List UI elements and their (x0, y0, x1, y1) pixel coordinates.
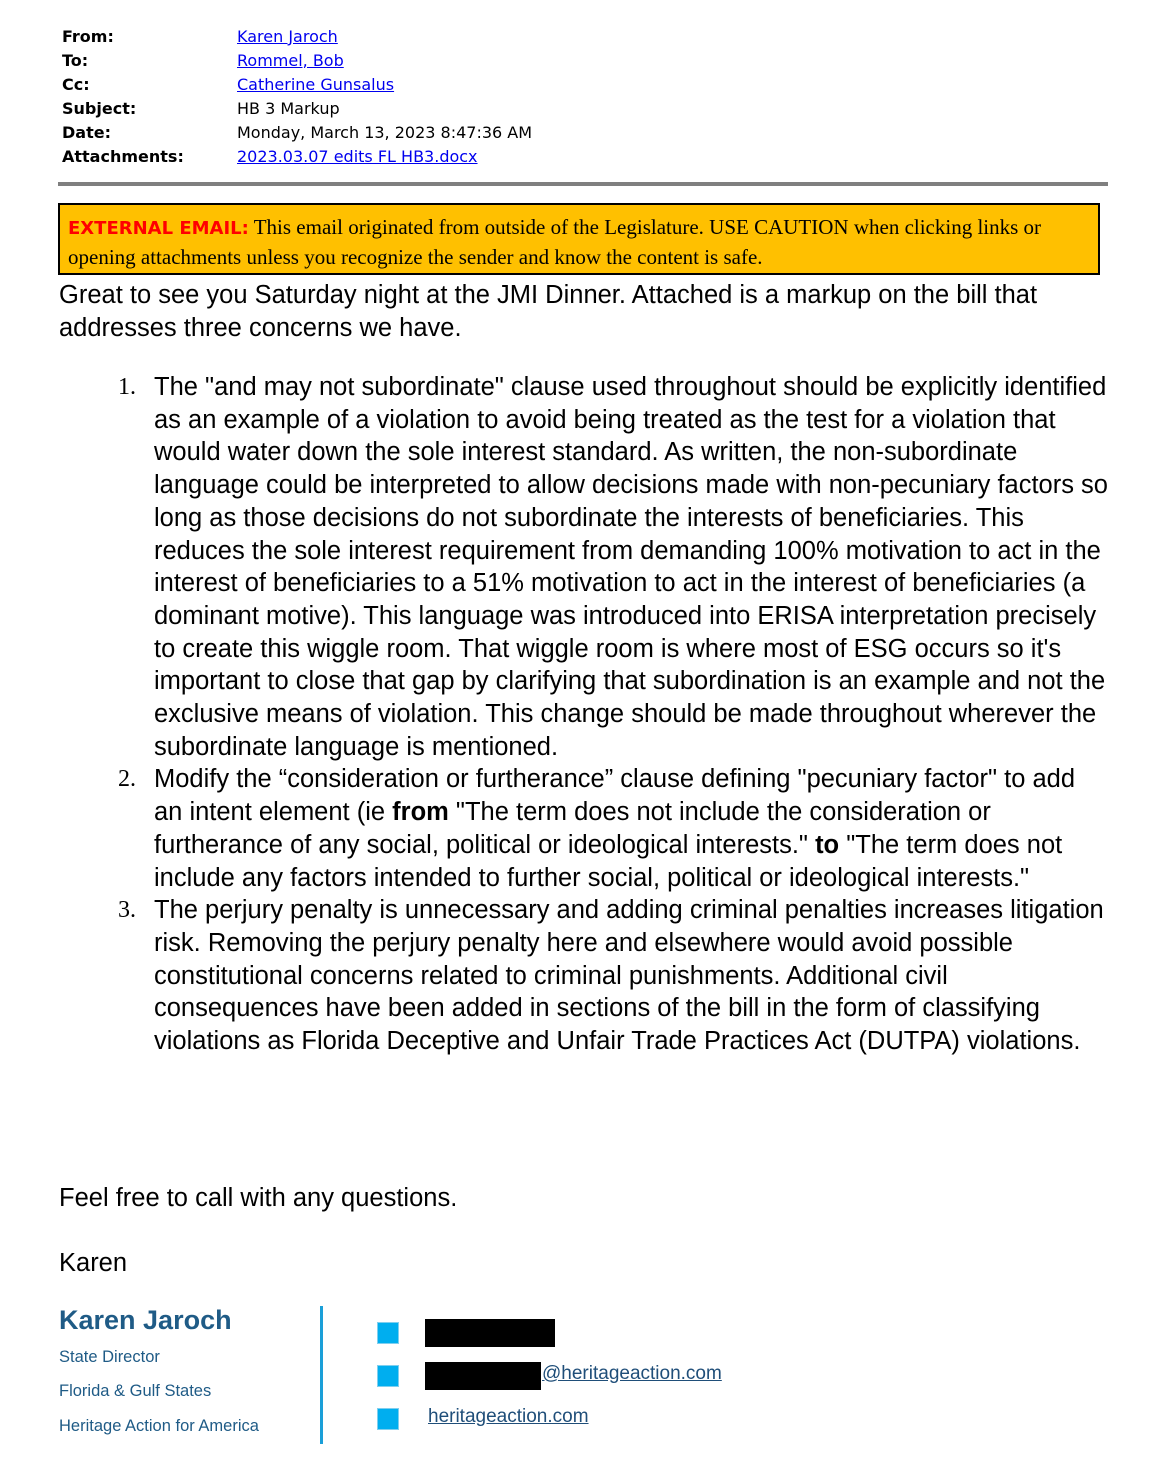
list-item-text-part1: Modify the “consideration or furtherance” clause defining "pecuniary factor" to add an intent element (ie (154, 765, 1076, 827)
list-number: 1. (118, 374, 136, 400)
external-email-text: This email originated from outside of the Legislature. USE CAUTION when clicking links or opening attachments unless you recognize the sender and know the content is safe. (68, 215, 1042, 269)
website-link[interactable]: heritageaction.com (428, 1406, 589, 1427)
intro-paragraph: Great to see you Saturday night at the JMI Dinner. Attached is a markup on the bill that addresses three concerns we have. (59, 281, 1038, 342)
signoff-name: Karen (59, 1249, 128, 1277)
from-row (62, 24, 532, 48)
external-email-banner (58, 203, 1100, 275)
list-item (110, 371, 1110, 763)
email-header (62, 24, 532, 168)
list-item (110, 894, 1110, 1058)
date-row (62, 120, 532, 144)
list-item-text-part3: "The term does not include any factors intended to further social, political or ideological interests." (154, 830, 1063, 892)
to-row (62, 48, 532, 72)
subject-row (62, 96, 532, 120)
list-number: 2. (118, 766, 136, 793)
website-icon (377, 1408, 399, 1430)
signature-title: State Director (59, 1348, 160, 1366)
list-item-bold-to: to (815, 830, 840, 859)
list-item-text: The "and may not subordinate" clause used throughout should be explicitly identified as an example of a violation to avoid being treated as the test for a violation that would water down the sole interest standard. As written, the non-subordinate language could be interpreted to allow decisions made with non-pecuniary factors so long as those decisions do not subordinate the interests of beneficiaries. This reduces the sole interest requirement from demanding 100% motivation to act in the interest of beneficiaries to a 51% motivation to act in the interest of beneficiaries (a dominant motive). This language was introduced into ERISA interpretation precisely to create this wiggle room. That wiggle room is where most of ESG occurs so it's important to close that gap by clarifying that subordination is an example and not the exclusive means of violation. This change should be made throughout wherever the subordinate language is mentioned. (154, 373, 1108, 761)
list-item-bold-from: from (392, 798, 449, 827)
concerns-list (110, 371, 1110, 1058)
from-label: From: (62, 26, 114, 46)
signature-divider (320, 1306, 323, 1444)
signature-region: Florida & Gulf States (59, 1382, 212, 1400)
date-value: Monday, March 13, 2023 8:47:36 AM (237, 122, 533, 142)
email-icon (377, 1365, 399, 1387)
cc-row (62, 72, 532, 96)
closing-line: Feel free to call with any questions. (59, 1184, 458, 1212)
list-item (110, 763, 1110, 894)
from-link[interactable]: Karen Jaroch (237, 26, 338, 46)
email-link[interactable]: @heritageaction.com (542, 1363, 722, 1384)
header-divider (58, 182, 1108, 186)
attachments-row (62, 144, 532, 168)
attachment-link[interactable]: 2023.03.07 edits FL HB3.docx (237, 146, 478, 166)
cc-label: Cc: (62, 74, 90, 94)
date-label: Date: (62, 122, 111, 142)
list-number: 3. (118, 897, 136, 924)
signature-org: Heritage Action for America (59, 1417, 259, 1435)
cc-link[interactable]: Catherine Gunsalus (237, 74, 395, 94)
external-email-label: EXTERNAL EMAIL: (68, 218, 249, 239)
subject-value: HB 3 Markup (237, 98, 340, 118)
subject-label: Subject: (62, 98, 137, 118)
list-item-text-part2: "The term does not include the consideration or furtherance of any social, political or ideological interests." (154, 798, 991, 859)
list-item-text: The perjury penalty is unnecessary and adding criminal penalties increases litigation risk. Removing the perjury penalty here and elsewhere would avoid possible constitutional concerns related to criminal punishments. Additional civil consequences have been added in sections of the bill in the form of classifying violations as Florida Deceptive and Unfair Trade Practices Act (DUTPA) violations. (154, 896, 1104, 1056)
to-link[interactable]: Rommel, Bob (237, 50, 344, 70)
redacted-phone (425, 1319, 555, 1347)
to-label: To: (62, 50, 89, 70)
signature-name: Karen Jaroch (59, 1305, 232, 1335)
attachments-label: Attachments: (62, 146, 184, 166)
phone-icon (377, 1322, 399, 1344)
redacted-email-user (425, 1362, 541, 1390)
